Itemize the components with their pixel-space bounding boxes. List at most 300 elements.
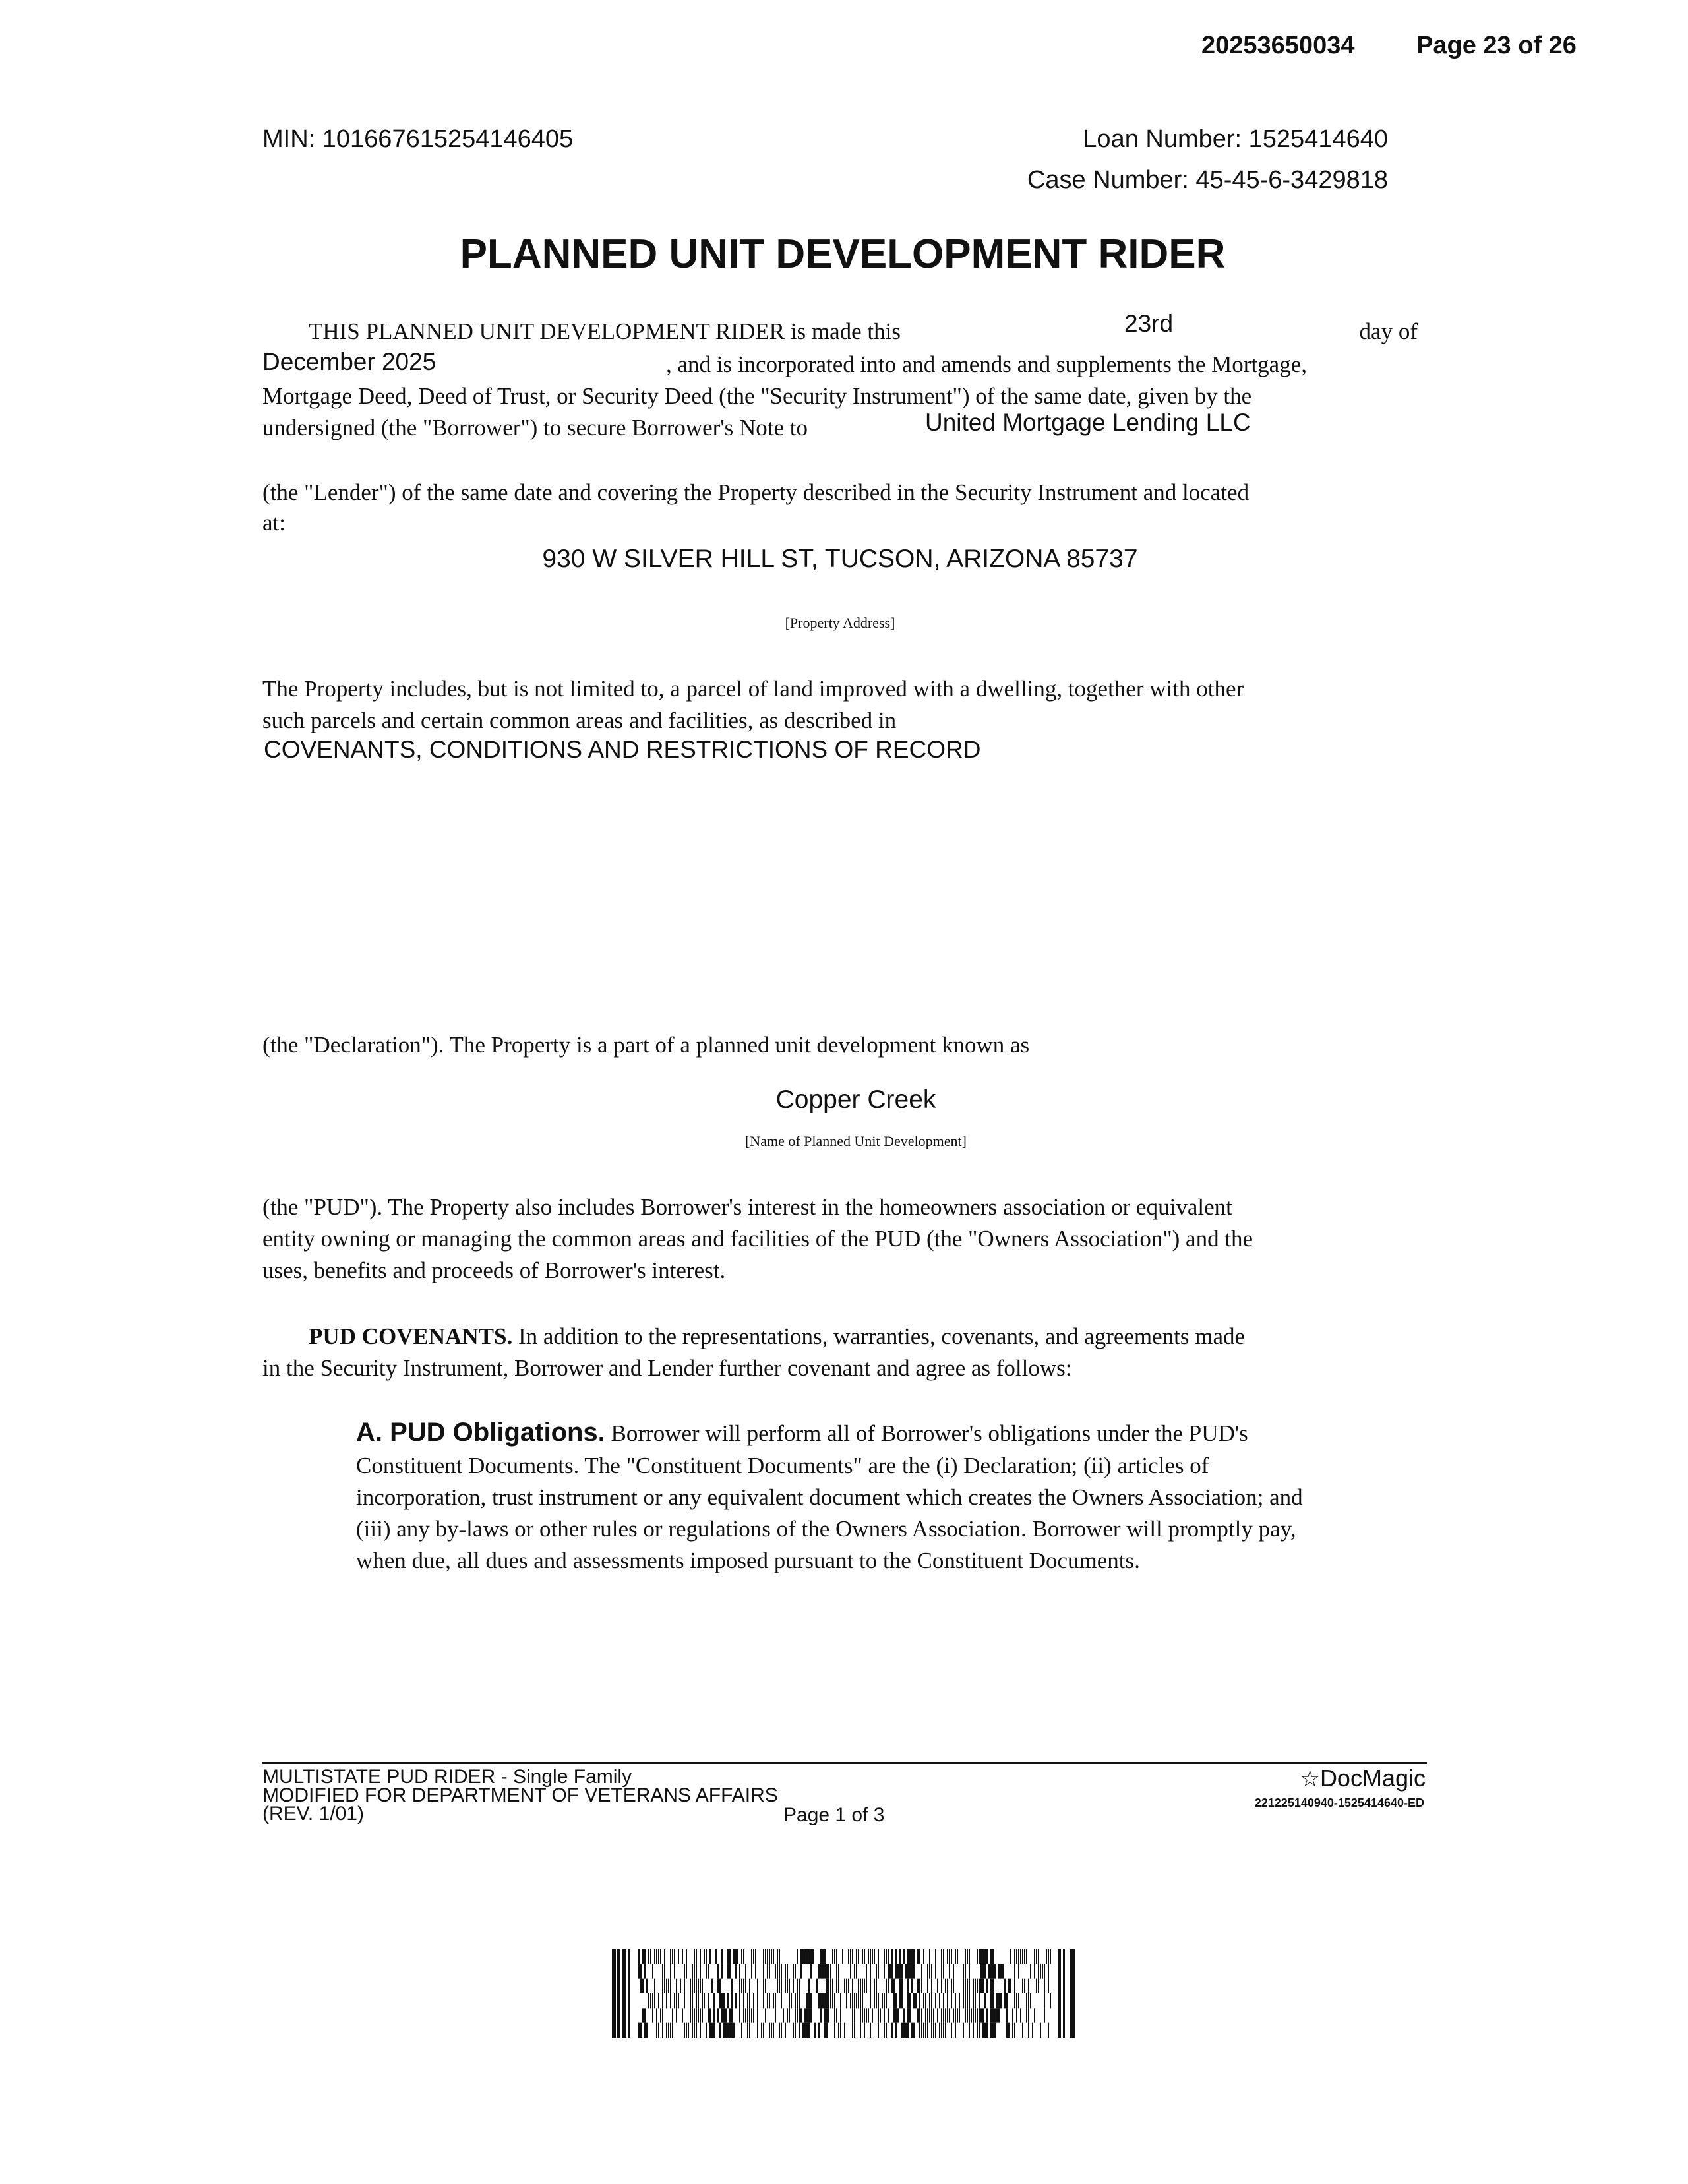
barcode-bar — [943, 2023, 944, 2038]
barcode-bar — [907, 1949, 909, 1964]
barcode-bar — [717, 1964, 719, 1978]
barcode-bar — [797, 1949, 798, 1964]
barcode-bar — [992, 1949, 994, 1964]
barcode-bar — [824, 1949, 826, 1964]
barcode-bar — [941, 1979, 942, 1993]
barcode-bar — [672, 2008, 673, 2022]
barcode-bar — [795, 2008, 796, 2022]
barcode-bar — [955, 2023, 956, 2038]
barcode-bar — [674, 1964, 675, 1978]
barcode-bar — [917, 2008, 919, 2022]
barcode-bar — [706, 1964, 707, 1978]
barcode-bar — [818, 1993, 820, 2008]
barcode-bar — [858, 1993, 859, 2008]
intro-made-this: THIS PLANNED UNIT DEVELOPMENT RIDER is made this — [309, 318, 901, 344]
barcode-bar — [640, 2023, 642, 2038]
covenants-heading: PUD COVENANTS. — [309, 1323, 513, 1349]
footer-form-line3: (REV. 1/01) — [262, 1803, 364, 1825]
barcode-bar — [773, 1993, 774, 2008]
barcode-bar — [969, 1949, 970, 1964]
intro-day-of: day of — [1359, 318, 1418, 344]
barcode-bar — [743, 1949, 744, 1964]
barcode-bar — [820, 1949, 822, 1964]
barcode-bar — [1014, 2023, 1015, 2038]
barcode-bar — [656, 2023, 657, 2038]
barcode-bar — [941, 1964, 942, 1978]
barcode-bar — [992, 2023, 994, 2038]
barcode-bar — [957, 1949, 958, 1964]
barcode-bar — [874, 1993, 875, 2008]
barcode-bar — [721, 1949, 723, 1964]
barcode-bar — [818, 1964, 820, 1978]
barcode-bar — [1048, 1979, 1049, 1993]
barcode-bar — [913, 1949, 915, 1964]
barcode-bar — [696, 1993, 697, 2008]
barcode-bar — [751, 1964, 752, 1978]
barcode-bar — [1048, 1949, 1049, 1964]
barcode-bar — [939, 2023, 940, 2038]
barcode-bar — [694, 1949, 695, 1964]
barcode-bar — [787, 1964, 788, 1978]
barcode-bar — [723, 1993, 725, 2008]
barcode-bar — [941, 2008, 942, 2022]
lender-name: United Mortgage Lending LLC — [925, 409, 1251, 436]
barcode-bar — [917, 1949, 919, 1964]
barcode-bar — [749, 1993, 750, 2008]
barcode-bar — [757, 1979, 758, 1993]
barcode-bar — [826, 1964, 828, 1978]
barcode-bar — [919, 2023, 920, 2038]
barcode-bar — [779, 1964, 780, 1978]
barcode-bar — [953, 2008, 954, 2022]
barcode-bar — [684, 1964, 685, 1978]
barcode-bar — [806, 1993, 808, 2008]
barcode-bar — [925, 2023, 926, 2038]
barcode-bar — [911, 1949, 913, 1964]
barcode-bar — [785, 1964, 786, 1978]
barcode-bar — [965, 2008, 966, 2022]
intro-line6: at: — [262, 510, 286, 535]
barcode-bar — [998, 1993, 1000, 2008]
barcode-bar — [664, 1964, 665, 1978]
barcode-bar — [820, 1964, 822, 1978]
barcode-bar — [901, 1964, 903, 1978]
barcode-bar — [860, 1993, 861, 2008]
barcode-bar — [757, 2008, 758, 2022]
barcode-bar — [644, 2008, 646, 2022]
barcode-bar — [975, 1979, 976, 1993]
barcode-bar — [862, 1979, 863, 1993]
barcode-bar — [1070, 1949, 1073, 2038]
barcode-bar — [951, 2023, 952, 2038]
barcode-bar — [878, 1964, 879, 1978]
barcode-bar — [872, 2008, 873, 2022]
document-number: 20253650034 — [1201, 32, 1355, 59]
pud-name: Copper Creek — [775, 1085, 936, 1114]
barcode-bar — [921, 1979, 922, 1993]
barcode-bar — [826, 2008, 828, 2022]
barcode-bar — [799, 1979, 800, 1993]
barcode-bar — [973, 1993, 974, 2008]
barcode-bar — [931, 1964, 932, 1978]
barcode-bar — [769, 2023, 770, 2038]
barcode-bar — [743, 1993, 744, 2008]
barcode-bar — [982, 2023, 984, 2038]
barcode-bar — [986, 2008, 988, 2022]
barcode-bar — [828, 2008, 829, 2022]
barcode-bar — [1014, 1949, 1015, 1964]
barcode-bar — [852, 1979, 853, 1993]
barcode-bar — [830, 1964, 831, 1978]
barcode-bar — [694, 1964, 695, 1978]
barcode-bar — [1026, 2008, 1027, 2022]
barcode-bar — [963, 1993, 964, 2008]
barcode-bar — [1038, 1979, 1039, 1993]
barcode-bar — [1073, 1949, 1075, 2038]
loan-number: Loan Number: 1525414640 — [1083, 125, 1388, 153]
barcode-bar — [753, 2008, 754, 2022]
barcode-bar — [870, 1993, 871, 2008]
barcode-bar — [826, 1979, 828, 1993]
barcode-bar — [763, 2023, 764, 2038]
covenants-line1 — [309, 1320, 1245, 1352]
barcode-bar — [751, 1949, 752, 1964]
barcode-bar — [903, 1949, 905, 1964]
barcode-bar — [672, 1949, 673, 1964]
barcode-bar — [725, 2023, 727, 2038]
barcode-bar — [838, 1964, 839, 1978]
barcode-bar — [1040, 2023, 1041, 2038]
barcode-bar — [977, 1979, 978, 1993]
barcode-bar — [690, 1979, 691, 1993]
barcode-bar — [729, 2008, 731, 2022]
barcode-bar — [862, 2008, 863, 2022]
barcode-bar — [854, 2008, 855, 2022]
covenants-line2: in the Security Instrument, Borrower and Lender further covenant and agree as follows: — [262, 1355, 1072, 1381]
barcode-bar — [905, 1964, 907, 1978]
barcode-bar — [652, 1964, 653, 1978]
barcode-bar — [836, 1949, 837, 1964]
barcode-bar — [739, 1964, 740, 1978]
barcode-bar — [731, 2023, 733, 2038]
barcode-bar — [864, 2023, 865, 2038]
section-a-line2: Constituent Documents. The "Constituent Documents" are the (i) Declaration; (ii) articles of — [356, 1453, 1209, 1478]
barcode-bar — [963, 1979, 964, 1993]
barcode-bar — [713, 1993, 715, 2008]
barcode-bar — [797, 1979, 798, 1993]
barcode-bar — [878, 2023, 879, 2038]
barcode-bar — [895, 2008, 897, 2022]
barcode-bar — [882, 1993, 883, 2008]
barcode-bar — [775, 1964, 776, 1978]
barcode-bar — [765, 2008, 766, 2022]
barcode-bar — [1002, 1964, 1004, 1978]
barcode-bar — [830, 1993, 831, 2008]
barcode-bar — [848, 1979, 849, 1993]
barcode-bar — [789, 1993, 790, 2008]
barcode-bar — [909, 2008, 911, 2022]
barcode-bar — [854, 1964, 855, 1978]
barcode-bar — [791, 1993, 792, 2008]
barcode-bar — [1044, 1979, 1045, 1993]
intro-line3: Mortgage Deed, Deed of Trust, or Security Deed (the "Security Instrument") of the same date, given by the — [262, 383, 1252, 409]
barcode-bar — [1044, 1964, 1045, 1978]
barcode-bar — [844, 1979, 845, 1993]
barcode-bar — [913, 2023, 915, 2038]
barcode-bar — [715, 1949, 717, 1964]
barcode-bar — [800, 1964, 802, 1978]
barcode-bar — [1058, 1949, 1061, 2038]
barcode-bar — [929, 1949, 930, 1964]
barcode-bar — [979, 2023, 980, 2038]
barcode-bar — [777, 1979, 778, 1993]
barcode-bar — [810, 2008, 812, 2022]
barcode-bar — [852, 1993, 853, 2008]
barcode-bar — [745, 1964, 746, 1978]
property-includes-line2: such parcels and certain common areas and facilities, as described in — [262, 708, 897, 733]
barcode-bar — [921, 2023, 922, 2038]
barcode-bar — [741, 1949, 742, 1964]
barcode-bar — [975, 1993, 976, 2008]
barcode-bar — [686, 2023, 687, 2038]
barcode-bar — [727, 1993, 729, 2008]
barcode-bar — [810, 1993, 812, 2008]
barcode-bar — [696, 2023, 697, 2038]
barcode-bar — [834, 2023, 835, 2038]
barcode-bar — [838, 1979, 839, 1993]
page-indicator: Page 23 of 26 — [1416, 32, 1577, 59]
barcode-bar — [708, 2008, 709, 2022]
barcode-bar — [797, 2008, 798, 2022]
barcode-bar — [979, 1993, 980, 2008]
barcode-bar — [840, 2008, 841, 2022]
barcode-bar — [723, 2023, 725, 2038]
barcode-bar — [1048, 2023, 1049, 2038]
declaration-name: COVENANTS, CONDITIONS AND RESTRICTIONS OF RECORD — [264, 736, 981, 763]
barcode-bar — [824, 2023, 826, 2038]
barcode-bar — [656, 2008, 657, 2022]
barcode-bar — [664, 1979, 665, 1993]
barcode-bar — [998, 1964, 1000, 1978]
barcode-bar — [967, 2008, 968, 2022]
barcode-bar — [1020, 2008, 1021, 2022]
barcode-bar — [1028, 1979, 1029, 1993]
barcode-bar — [973, 2008, 974, 2022]
barcode-bar — [658, 2023, 659, 2038]
barcode-bar — [899, 1949, 901, 1964]
barcode-bar — [644, 1964, 646, 1978]
barcode-bar — [927, 2023, 928, 2038]
barcode-bar — [628, 1949, 630, 2038]
barcode-bar — [658, 1949, 659, 1964]
barcode-bar — [1038, 1949, 1039, 1964]
barcode-bar — [1046, 1949, 1047, 1964]
barcode-bar — [947, 1993, 948, 2008]
section-a-line5: when due, all dues and assessments imposed pursuant to the Constituent Documents. — [356, 1548, 1140, 1573]
barcode-bar — [980, 1979, 982, 1993]
barcode-bar — [834, 1993, 835, 2008]
barcode-bar — [721, 1993, 723, 2008]
barcode-bar — [650, 1993, 651, 2008]
barcode-bar — [824, 2008, 826, 2022]
barcode-bar — [856, 1993, 857, 2008]
barcode-bar — [921, 2008, 922, 2022]
barcode-bar — [640, 1964, 642, 1978]
barcode-bar — [1030, 1993, 1031, 2008]
barcode-bar — [755, 1949, 756, 1964]
barcode-bar — [866, 2008, 867, 2022]
barcode-bar — [878, 2008, 879, 2022]
barcode-bar — [870, 1979, 871, 1993]
barcode-bar — [696, 2008, 697, 2022]
barcode-bar — [878, 1949, 879, 1964]
barcode-bar — [678, 1993, 679, 2008]
barcode-bar — [741, 2023, 742, 2038]
footer-form-line2: MODIFIED FOR DEPARTMENT OF VETERANS AFFAIRS — [262, 1784, 778, 1806]
section-a-line3: incorporation, trust instrument or any equivalent document which creates the Owners Association; and — [356, 1484, 1303, 1510]
barcode-bar — [990, 1993, 992, 2008]
barcode-bar — [969, 2008, 970, 2022]
barcode-bar — [700, 1979, 701, 1993]
barcode-bar — [945, 1979, 946, 1993]
barcode-bar — [808, 2008, 810, 2022]
barcode-bar — [731, 1979, 733, 1993]
barcode-bar — [800, 1949, 802, 1964]
barcode-bar — [789, 1979, 790, 1993]
barcode-bar — [888, 1949, 889, 1964]
barcode-bar — [915, 1993, 917, 2008]
barcode-bar — [931, 2023, 932, 2038]
barcode-bar — [648, 1949, 649, 1964]
barcode-bar — [711, 2023, 713, 2038]
barcode-bar — [779, 2023, 780, 2038]
barcode-bar — [846, 1979, 847, 1993]
barcode-bar — [984, 1964, 986, 1978]
barcode-bar — [779, 1949, 780, 1964]
barcode-bar — [660, 1949, 661, 1964]
barcode-bar — [1022, 1949, 1023, 1964]
barcode-bar — [785, 1979, 786, 1993]
barcode-bar — [810, 1964, 812, 1978]
barcode-bar — [1014, 1979, 1015, 1993]
barcode-bar — [729, 1964, 731, 1978]
barcode-bar — [666, 2023, 667, 2038]
barcode-bar — [1020, 1949, 1021, 1964]
barcode-bar — [761, 2023, 762, 2038]
barcode-bar — [967, 1979, 968, 1993]
barcode-bar — [980, 1949, 982, 1964]
barcode-bar — [773, 1949, 774, 1964]
barcode-bar — [795, 1993, 796, 2008]
barcode-bar — [986, 1949, 988, 1964]
barcode-bar — [854, 2023, 855, 2038]
barcode-bar — [893, 1993, 895, 2008]
barcode-bar — [822, 1949, 824, 1964]
barcode-bar — [749, 1979, 750, 1993]
barcode-bar — [1004, 1979, 1006, 1993]
barcode-bar — [951, 1979, 952, 1993]
barcode-bar — [1014, 1964, 1015, 1978]
barcode-bar — [925, 1993, 926, 2008]
barcode-bar — [943, 1964, 944, 1978]
barcode-bar — [727, 2023, 729, 2038]
barcode-bar — [694, 1979, 695, 1993]
barcode-bar — [990, 1964, 992, 1978]
barcode-bar — [959, 1993, 960, 2008]
barcode-bar — [797, 1993, 798, 2008]
property-address-caption: [Property Address] — [785, 615, 895, 631]
barcode-bar — [771, 2023, 772, 2038]
barcode-bar — [884, 2023, 885, 2038]
barcode-bar — [979, 2008, 980, 2022]
barcode-bar — [886, 2023, 887, 2038]
barcode-bar — [868, 1949, 869, 1964]
barcode-bar — [662, 1993, 663, 2008]
barcode-bar — [779, 1979, 780, 1993]
barcode-bar — [886, 1949, 887, 1964]
barcode-bar — [874, 1949, 875, 1964]
barcode-bar — [832, 1949, 833, 1964]
barcode-bar — [1036, 1949, 1037, 1964]
barcode-bar — [977, 2023, 978, 2038]
barcode-bar — [941, 1949, 942, 1964]
barcode-bar — [686, 1949, 687, 1964]
barcode-bar — [969, 1964, 970, 1978]
barcode-bar — [834, 1949, 835, 1964]
barcode-bar — [895, 1949, 897, 1964]
barcode-bar — [617, 1949, 620, 2038]
barcode-bar — [943, 1993, 944, 2008]
barcode-bar — [955, 1993, 956, 2008]
barcode-bar — [1008, 1979, 1010, 1993]
barcode-bar — [1030, 1964, 1031, 1978]
barcode-bar — [982, 1949, 984, 1964]
barcode-bar — [800, 2008, 802, 2022]
barcode-bar — [672, 2023, 673, 2038]
intro-line5: (the "Lender") of the same date and covering the Property described in the Security Instrument and located — [262, 479, 1250, 505]
barcode-bar — [781, 2023, 782, 2038]
barcode-bar — [654, 1979, 655, 1993]
barcode-bar — [891, 2023, 893, 2038]
barcode-bar — [969, 1979, 970, 1993]
barcode-bar — [856, 1964, 857, 1978]
barcode-bar — [702, 1979, 703, 1993]
barcode-bar — [909, 1949, 911, 1964]
barcode-bar — [745, 1979, 746, 1993]
barcode-bar — [1012, 2008, 1013, 2022]
barcode-bar — [719, 1993, 721, 2008]
barcode-bar — [840, 1993, 841, 2008]
barcode-bar — [706, 2023, 707, 2038]
property-includes-line1: The Property includes, but is not limited to, a parcel of land improved with a dwelling, together with other — [262, 676, 1244, 702]
barcode-bar — [929, 2008, 930, 2022]
barcode-bar — [799, 2023, 800, 2038]
barcode-bar — [1032, 2023, 1033, 2038]
barcode-bar — [670, 1964, 671, 1978]
barcode-bar — [884, 1949, 885, 1964]
barcode-bar — [676, 2008, 677, 2022]
barcode-bar — [802, 1949, 804, 1964]
barcode-bar — [743, 2008, 744, 2022]
pud-paragraph-line2: entity owning or managing the common areas and facilities of the PUD (the "Owners Association") and the — [262, 1226, 1253, 1252]
barcode-bar — [897, 2008, 899, 2022]
barcode-bar — [721, 2008, 723, 2022]
barcode-bar — [945, 2023, 946, 2038]
barcode-bar — [891, 1949, 893, 1964]
barcode-bar — [941, 2023, 942, 2038]
barcode-bar — [864, 1979, 865, 1993]
barcode-bar — [828, 1964, 829, 1978]
